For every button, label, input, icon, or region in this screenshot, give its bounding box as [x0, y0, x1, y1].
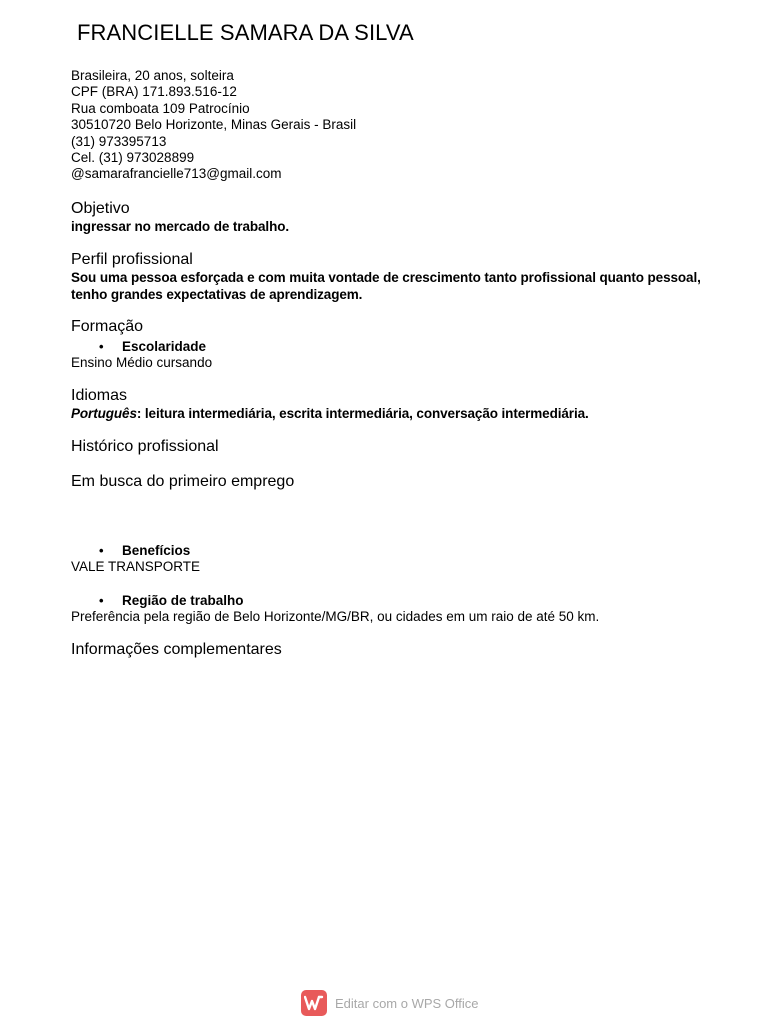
- contact-line-street: Rua comboata 109 Patrocínio: [71, 100, 250, 116]
- formacao-heading: Formação: [71, 318, 144, 335]
- regiao-label: Região de trabalho: [122, 593, 244, 608]
- contact-block: [71, 68, 356, 183]
- regiao-text: Preferência pela região de Belo Horizonte/MG/BR, ou cidades em um raio de até 50 km.: [71, 609, 600, 624]
- escolaridade-label: Escolaridade: [122, 339, 207, 354]
- contact-line-personal: Brasileira, 20 anos, solteira: [71, 68, 234, 83]
- wps-logo-icon: [301, 990, 327, 1016]
- beneficios-bullet: [99, 542, 190, 559]
- objetivo-text: ingressar no mercado de trabalho.: [71, 219, 290, 234]
- escolaridade-text: Ensino Médio cursando: [71, 355, 213, 370]
- contact-line-cpf: CPF (BRA) 171.893.516-12: [71, 84, 237, 100]
- perfil-text-line-2: tenho grandes expectativas de aprendizagem.: [71, 287, 363, 302]
- idiomas-heading: Idiomas: [71, 387, 128, 404]
- bullet-dot-icon: •: [99, 543, 104, 558]
- busca-heading: Em busca do primeiro emprego: [71, 473, 295, 490]
- perfil-heading: Perfil profissional: [71, 251, 193, 268]
- contact-line-phone: (31) 973395713: [71, 133, 167, 149]
- beneficios-label: Benefícios: [122, 543, 191, 558]
- contact-line-email: @samarafrancielle713@gmail.com: [71, 166, 282, 182]
- wps-edit-link[interactable]: [301, 990, 479, 1016]
- informacoes-heading: Informações complementares: [71, 641, 282, 658]
- objetivo-heading: Objetivo: [71, 200, 130, 217]
- contact-line-city: 30510720 Belo Horizonte, Minas Gerais - Brasil: [71, 117, 357, 133]
- beneficios-text: VALE TRANSPORTE: [71, 559, 201, 574]
- idiomas-text: [71, 405, 589, 422]
- contact-line-cell: Cel. (31) 973028899: [71, 150, 195, 166]
- regiao-bullet: [99, 592, 244, 609]
- perfil-text-line-1: Sou uma pessoa esforçada e com muita vontade de crescimento tanto profissional quanto pessoal,: [71, 270, 701, 285]
- historico-heading: Histórico profissional: [71, 438, 219, 455]
- wps-edit-label[interactable]: Editar com o WPS Office: [335, 995, 479, 1011]
- idioma-language: Português: [71, 406, 137, 421]
- escolaridade-bullet: [99, 338, 206, 355]
- candidate-name: FRANCIELLE SAMARA DA SILVA: [77, 20, 414, 45]
- bullet-dot-icon: •: [99, 339, 104, 354]
- bullet-dot-icon: •: [99, 593, 104, 608]
- idioma-details: : leitura intermediária, escrita intermediária, conversação intermediária.: [136, 406, 589, 421]
